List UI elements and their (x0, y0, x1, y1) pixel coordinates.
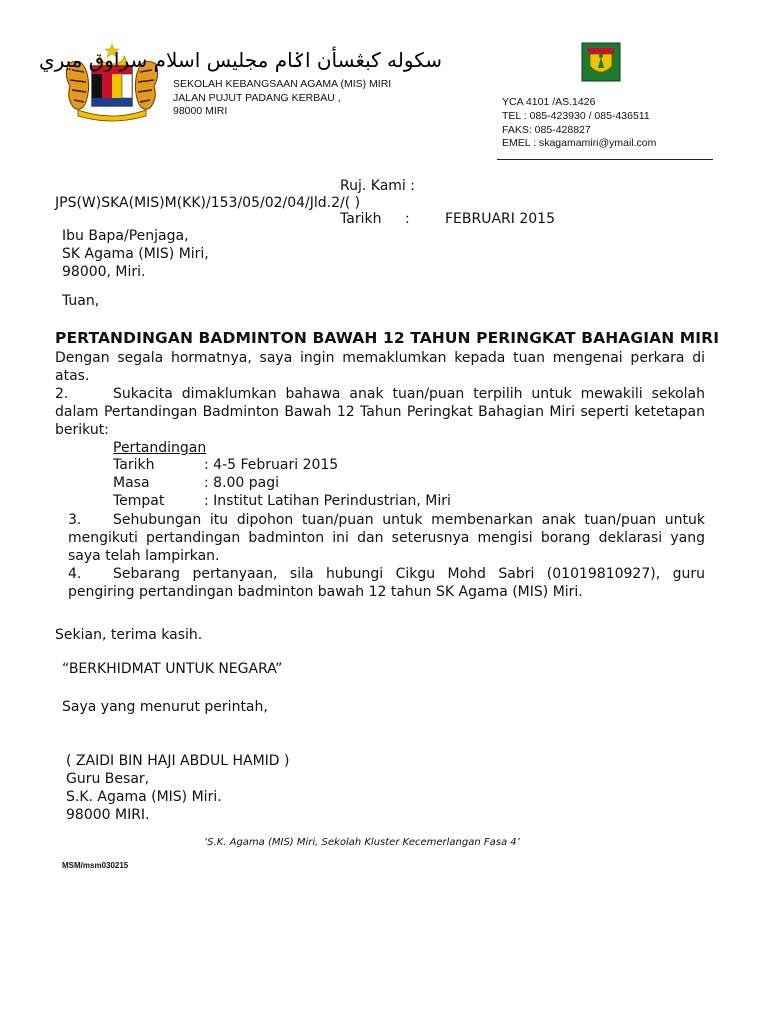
event-date-label: Tarikh (113, 457, 155, 473)
recipient-line-2: SK Agama (MIS) Miri, (62, 246, 209, 262)
tarikh-value: FEBRUARI 2015 (445, 211, 555, 227)
paragraph-2 (55, 385, 705, 439)
paragraph-3-number: 3. (68, 512, 82, 528)
footer-tagline: ‘S.K. Agama (MIS) Miri, Sekolah Kluster Kecemerlangan Fasa 4’ (204, 837, 520, 848)
closing-thanks: Sekian, terima kasih. (55, 627, 203, 643)
paragraph-2-number: 2. (55, 386, 69, 402)
letter-subject: PERTANDINGAN BADMINTON BAWAH 12 TAHUN PERINGKAT BAHAGIAN MIRI (55, 329, 720, 347)
event-heading: Pertandingan (113, 440, 207, 456)
contact-faks: FAKS: 085-428827 (502, 123, 591, 136)
signer-name: ( ZAIDI BIN HAJI ABDUL HAMID ) (66, 753, 290, 769)
recipient-line-3: 98000, Miri. (62, 264, 146, 280)
recipient-line-1: Ibu Bapa/Penjaga, (62, 228, 189, 244)
closing-motto: “BERKHIDMAT UNTUK NEGARA” (62, 661, 283, 677)
salutation: Tuan, (62, 293, 100, 309)
signer-title: Guru Besar, (66, 771, 150, 787)
paragraph-1: Dengan segala hormatnya, saya ingin memaklumkan kepada tuan mengenai perkara di atas. (55, 350, 705, 384)
recipient-address (62, 227, 209, 281)
address-line-2: 98000 MIRI (173, 105, 228, 117)
paragraph-4-number: 4. (68, 566, 82, 582)
school-address (173, 78, 391, 119)
ruj-value: JPS(W)SKA(MIS)M(KK)/153/05/02/04/Jld.2/( ) (55, 195, 361, 211)
paragraph-2-text: Sukacita dimaklumkan bahawa anak tuan/puan terpilih untuk mewakili sekolah dalam Pertandingan Badminton Bawah 12 Tahun Peringkat Bahagian Miri seperti ketetapan berikut: (55, 386, 705, 438)
jawi-school-name: سكوله كبڠسأن اݢام مجليس اسلام سراوق ميري (38, 48, 442, 72)
event-date-value: : 4-5 Februari 2015 (204, 457, 339, 473)
tarikh-label: Tarikh (340, 211, 382, 227)
event-venue-label: Tempat (113, 493, 165, 509)
event-venue-value: : Institut Latihan Perindustrian, Miri (204, 493, 451, 509)
paragraph-3 (68, 511, 705, 565)
event-time-label: Masa (113, 475, 150, 491)
address-line-1: JALAN PUJUT PADANG KERBAU , (173, 91, 341, 104)
ruj-label: Ruj. Kami : (340, 178, 415, 194)
header-divider (497, 159, 713, 160)
closing-obey: Saya yang menurut perintah, (62, 699, 268, 715)
contact-code: YCA 4101 /AS.1426 (502, 96, 596, 108)
paragraph-3-text: Sehubungan itu dipohon tuan/puan untuk membenarkan anak tuan/puan untuk mengikuti pertandingan badminton ini dan seterusnya mengisi borang deklarasi yang saya telah lampirkan. (68, 512, 705, 564)
signer-school: S.K. Agama (MIS) Miri. (66, 789, 222, 805)
contact-info (502, 96, 656, 151)
contact-tel: TEL : 085-423930 / 085-436511 (502, 109, 650, 122)
document-code: MSM/msm030215 (62, 861, 129, 870)
signer-city: 98000 MIRI. (66, 807, 150, 823)
signature-block (66, 752, 290, 824)
event-time-value: : 8.00 pagi (204, 475, 280, 491)
tarikh-colon: : (405, 211, 410, 227)
school-name: SEKOLAH KEBANGSAAN AGAMA (MIS) MIRI (173, 78, 392, 90)
contact-emel: EMEL : skagamamiri@ymail.com (502, 137, 657, 150)
school-badge-logo (581, 42, 621, 82)
paragraph-4 (68, 565, 705, 601)
paragraph-4-text: Sebarang pertanyaan, sila hubungi Cikgu Mohd Sabri (01019810927), guru pengiring pertandingan badminton bawah 12 tahun SK Agama (MIS) Miri. (68, 566, 705, 600)
